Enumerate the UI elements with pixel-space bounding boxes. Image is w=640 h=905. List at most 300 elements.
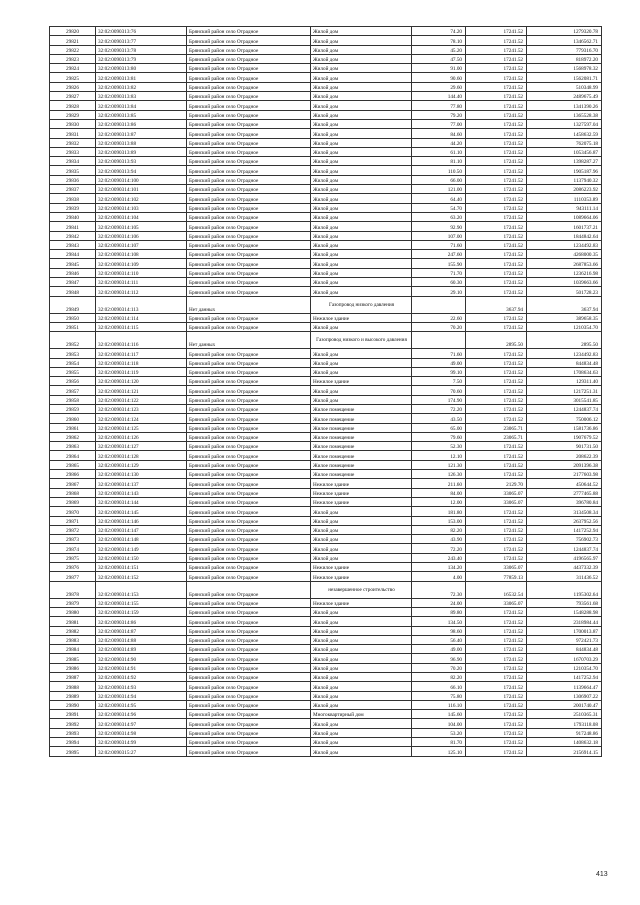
table-row (50, 691, 602, 700)
cadastral-number-cell: 32:02:0090314:100 (96, 175, 187, 184)
rate-cell: 17241.52 (466, 54, 527, 63)
cadastral-number-cell: 32:02:0090314:120 (96, 377, 187, 386)
row-number-cell: 29826 (50, 82, 96, 91)
address-cell: Брянский район село Отрадное (187, 175, 311, 184)
address-cell: Брянский район село Отрадное (187, 92, 311, 101)
rate-cell: 17241.52 (466, 203, 527, 212)
object-type-cell: Жилой дом (311, 64, 412, 73)
value-cell: 943111.14 (527, 203, 602, 212)
address-cell: Брянский район село Отрадное (187, 250, 311, 259)
value-cell: 1417252.94 (527, 673, 602, 682)
table-row (50, 377, 602, 386)
row-number-cell: 29848 (50, 287, 96, 296)
address-cell: Брянский район село Отрадное (187, 194, 311, 203)
address-cell: Брянский район село Отрадное (187, 581, 311, 598)
rate-cell: 17241.52 (466, 36, 527, 45)
value-cell: 4437332.39 (527, 563, 602, 572)
area-cell: 45.20 (412, 45, 466, 54)
table-row (50, 157, 602, 166)
address-cell: Брянский район село Отрадное (187, 386, 311, 395)
object-type-cell: Жилой дом (311, 222, 412, 231)
object-type-cell: Жилой дом (311, 544, 412, 553)
address-cell: Брянский район село Отрадное (187, 147, 311, 156)
object-type-cell: Жилой дом (311, 54, 412, 63)
object-type-cell: Жилой дом (311, 45, 412, 54)
rate-cell: 17241.52 (466, 535, 527, 544)
object-type-cell: Жилой дом (311, 194, 412, 203)
table-row (50, 617, 602, 626)
value-cell: 450644.52 (527, 479, 602, 488)
area-cell: 96.90 (412, 654, 466, 663)
table-row (50, 710, 602, 719)
table-row (50, 451, 602, 460)
value-cell: 818972.20 (527, 54, 602, 63)
address-cell: Брянский район село Отрадное (187, 497, 311, 506)
value-cell: 1700013.87 (527, 626, 602, 635)
cadastral-number-cell: 32:02:0090313:89 (96, 147, 187, 156)
cadastral-number-cell: 32:02:0090313:77 (96, 36, 187, 45)
cadastral-number-cell: 32:02:0090314:150 (96, 553, 187, 562)
value-cell: 2510365.31 (527, 710, 602, 719)
address-cell: Брянский район село Отрадное (187, 460, 311, 469)
table-row (50, 287, 602, 296)
value-cell: 1458632.59 (527, 129, 602, 138)
address-cell: Брянский район село Отрадное (187, 535, 311, 544)
value-cell: 1195302.64 (527, 581, 602, 598)
rate-cell: 17241.52 (466, 626, 527, 635)
row-number-cell: 29867 (50, 479, 96, 488)
value-cell: 972421.73 (527, 635, 602, 644)
area-cell: 98.60 (412, 626, 466, 635)
area-cell: 12.10 (412, 451, 466, 460)
row-number-cell: 29842 (50, 231, 96, 240)
area-cell (412, 296, 466, 313)
address-cell: Брянский район село Отрадное (187, 432, 311, 441)
row-number-cell: 29825 (50, 73, 96, 82)
cadastral-number-cell: 32:02:0090314:113 (96, 296, 187, 313)
address-cell: Брянский район село Отрадное (187, 607, 311, 616)
row-number-cell: 29881 (50, 617, 96, 626)
row-number-cell: 29832 (50, 138, 96, 147)
address-cell: Брянский район село Отрадное (187, 64, 311, 73)
address-cell: Брянский район село Отрадное (187, 516, 311, 525)
table-row (50, 92, 602, 101)
object-type-cell: Жилой дом (311, 507, 412, 516)
rate-cell: 17241.52 (466, 129, 527, 138)
row-number-cell: 29885 (50, 654, 96, 663)
table-row (50, 64, 602, 73)
value-cell: 510348.99 (527, 82, 602, 91)
value-cell: 1670703.29 (527, 654, 602, 663)
object-type-cell: Жилой дом (311, 268, 412, 277)
cadastral-number-cell: 32:02:0090314:137 (96, 479, 187, 488)
address-cell: Брянский район село Отрадное (187, 728, 311, 737)
rate-cell: 17241.52 (466, 349, 527, 358)
rate-cell: 23065.71 (466, 432, 527, 441)
rate-cell: 17241.52 (466, 747, 527, 756)
cadastral-number-cell: 32:02:0090314:143 (96, 488, 187, 497)
row-number-cell: 29823 (50, 54, 96, 63)
address-cell: Брянский район село Отрадное (187, 240, 311, 249)
value-cell: 1039663.66 (527, 278, 602, 287)
object-type-cell: Жилой дом (311, 719, 412, 728)
rate-cell: 17241.52 (466, 313, 527, 322)
object-type-cell: Жилой дом (311, 349, 412, 358)
area-cell: 49.00 (412, 358, 466, 367)
area-cell: 43.50 (412, 414, 466, 423)
value-cell: 1346562.71 (527, 36, 602, 45)
area-cell: 121.30 (412, 460, 466, 469)
value-cell: 793561.68 (527, 598, 602, 607)
table-row (50, 203, 602, 212)
row-number-cell: 29895 (50, 747, 96, 756)
area-cell: 77.80 (412, 101, 466, 110)
rate-cell: 17241.52 (466, 470, 527, 479)
address-cell: Брянский район село Отрадное (187, 598, 311, 607)
address-cell: Брянский район село Отрадное (187, 691, 311, 700)
value-cell: 901731.50 (527, 442, 602, 451)
row-number-cell: 29889 (50, 691, 96, 700)
table-row (50, 110, 602, 119)
address-cell: Брянский район село Отрадное (187, 322, 311, 331)
row-number-cell: 29840 (50, 212, 96, 221)
rate-cell: 17241.52 (466, 240, 527, 249)
table-row (50, 175, 602, 184)
cadastral-number-cell: 32:02:0090313:83 (96, 92, 187, 101)
cadastral-number-cell: 32:02:0090314:96 (96, 710, 187, 719)
address-cell: Брянский район село Отрадное (187, 82, 311, 91)
cadastral-number-cell: 32:02:0090313:94 (96, 166, 187, 175)
object-type-cell: Многоквартирный дом (311, 710, 412, 719)
address-cell: Брянский район село Отрадное (187, 544, 311, 553)
value-cell: 756902.73 (527, 535, 602, 544)
table-row (50, 507, 602, 516)
cadastral-number-cell: 32:02:0090314:118 (96, 358, 187, 367)
cadastral-number-cell: 32:02:0090314:129 (96, 460, 187, 469)
area-cell: 84.60 (412, 129, 466, 138)
row-number-cell: 29856 (50, 377, 96, 386)
area-cell: 70.20 (412, 663, 466, 672)
rate-cell: 17241.52 (466, 45, 527, 54)
object-type-cell: Жилое помещение (311, 460, 412, 469)
address-cell: Нет данных (187, 332, 311, 349)
address-cell: Брянский район село Отрадное (187, 451, 311, 460)
address-cell: Брянский район село Отрадное (187, 507, 311, 516)
table-row (50, 212, 602, 221)
address-cell: Брянский район село Отрадное (187, 73, 311, 82)
cadastral-number-cell: 32:02:0090314:88 (96, 635, 187, 644)
object-type-cell: Жилой дом (311, 395, 412, 404)
area-cell: 125.10 (412, 747, 466, 756)
value-cell: 396780.84 (527, 497, 602, 506)
table-row (50, 386, 602, 395)
table-row (50, 635, 602, 644)
area-cell: 84.00 (412, 488, 466, 497)
object-type-cell: Жилой дом (311, 175, 412, 184)
rate-cell: 17241.52 (466, 268, 527, 277)
rate-cell: 17241.52 (466, 138, 527, 147)
value-cell: 917248.86 (527, 728, 602, 737)
cadastral-number-cell: 32:02:0090314:155 (96, 598, 187, 607)
row-number-cell: 29833 (50, 147, 96, 156)
rate-cell: 17241.52 (466, 358, 527, 367)
cadastral-number-cell: 32:02:0090313:85 (96, 110, 187, 119)
value-cell: 3015541.85 (527, 395, 602, 404)
object-type-cell: Жилой дом (311, 147, 412, 156)
area-cell: 145.60 (412, 710, 466, 719)
address-cell: Брянский район село Отрадное (187, 617, 311, 626)
value-cell: 2637952.56 (527, 516, 602, 525)
cadastral-number-cell: 32:02:0090315:27 (96, 747, 187, 756)
rate-cell: 17241.52 (466, 451, 527, 460)
row-number-cell: 29892 (50, 719, 96, 728)
cadastral-number-cell: 32:02:0090314:151 (96, 563, 187, 572)
table-row (50, 663, 602, 672)
area-cell: 89.80 (412, 607, 466, 616)
row-number-cell: 29884 (50, 645, 96, 654)
area-cell: 110.50 (412, 166, 466, 175)
cadastral-number-cell: 32:02:0090313:76 (96, 27, 187, 36)
object-type-cell: Нежилое здание (311, 572, 412, 581)
value-cell: 1244837.74 (527, 544, 602, 553)
cadastral-number-cell: 32:02:0090314:114 (96, 313, 187, 322)
value-cell: 2318984.44 (527, 617, 602, 626)
table-row (50, 101, 602, 110)
rate-cell: 23065.71 (466, 423, 527, 432)
address-cell: Брянский район село Отрадное (187, 673, 311, 682)
address-cell: Брянский район село Отрадное (187, 719, 311, 728)
table-row (50, 645, 602, 654)
cadastral-number-cell: 32:02:0090314:86 (96, 617, 187, 626)
object-type-cell: Жилой дом (311, 700, 412, 709)
rate-cell: 3637.94 (466, 296, 527, 313)
value-cell: 1139664.47 (527, 682, 602, 691)
address-cell: Брянский район село Отрадное (187, 423, 311, 432)
address-cell: Брянский район село Отрадное (187, 358, 311, 367)
area-cell: 24.00 (412, 598, 466, 607)
value-cell: 2091396.38 (527, 460, 602, 469)
row-number-cell: 29863 (50, 442, 96, 451)
object-type-cell: Жилой дом (311, 119, 412, 128)
row-number-cell: 29893 (50, 728, 96, 737)
rate-cell: 17241.52 (466, 673, 527, 682)
cadastral-number-cell: 32:02:0090314:146 (96, 516, 187, 525)
object-type-cell: Нежилое здание (311, 497, 412, 506)
value-cell: 1568978.32 (527, 64, 602, 73)
value-cell: 501728.23 (527, 287, 602, 296)
table-row (50, 553, 602, 562)
value-cell: 2777465.88 (527, 488, 602, 497)
object-type-cell: Жилой дом (311, 626, 412, 635)
area-cell: 107.00 (412, 231, 466, 240)
area-cell: 4.00 (412, 572, 466, 581)
area-cell: 63.20 (412, 212, 466, 221)
object-type-cell: Жилой дом (311, 535, 412, 544)
area-cell: 29.60 (412, 82, 466, 91)
object-type-cell: Жилое помещение (311, 442, 412, 451)
address-cell: Брянский район село Отрадное (187, 738, 311, 747)
table-row (50, 572, 602, 581)
area-cell: 66.10 (412, 682, 466, 691)
table-row (50, 296, 602, 313)
cadastral-number-cell: 32:02:0090314:98 (96, 728, 187, 737)
table-row (50, 442, 602, 451)
area-cell: 144.40 (412, 92, 466, 101)
cadastral-number-cell: 32:02:0090314:94 (96, 691, 187, 700)
rate-cell: 17241.52 (466, 110, 527, 119)
table-row (50, 673, 602, 682)
object-type-cell: Жилой дом (311, 322, 412, 331)
rate-cell: 17241.52 (466, 635, 527, 644)
object-type-cell: Жилой дом (311, 240, 412, 249)
table-row (50, 747, 602, 756)
row-number-cell: 29853 (50, 349, 96, 358)
object-type-cell: Нежилое здание (311, 377, 412, 386)
object-type-cell: Жилой дом (311, 138, 412, 147)
cadastral-number-cell: 32:02:0090314:107 (96, 240, 187, 249)
table-row (50, 404, 602, 413)
value-cell: 1905187.96 (527, 166, 602, 175)
area-cell: 47.50 (412, 54, 466, 63)
value-cell: 1217251.31 (527, 386, 602, 395)
object-type-cell: Жилой дом (311, 358, 412, 367)
cadastral-number-cell: 32:02:0090313:87 (96, 129, 187, 138)
area-cell: 99.10 (412, 367, 466, 376)
area-cell: 52.30 (412, 442, 466, 451)
row-number-cell: 29860 (50, 414, 96, 423)
row-number-cell: 29876 (50, 563, 96, 572)
rate-cell: 17241.52 (466, 92, 527, 101)
rate-cell: 17241.52 (466, 663, 527, 672)
object-type-cell: Жилой дом (311, 73, 412, 82)
area-cell: 71.70 (412, 268, 466, 277)
table-row (50, 259, 602, 268)
object-type-cell: Жилой дом (311, 82, 412, 91)
table-row (50, 654, 602, 663)
rate-cell: 17241.52 (466, 414, 527, 423)
row-number-cell: 29835 (50, 166, 96, 175)
table-row (50, 432, 602, 441)
address-cell: Брянский район село Отрадное (187, 626, 311, 635)
row-number-cell: 29871 (50, 516, 96, 525)
rate-cell: 17241.52 (466, 222, 527, 231)
value-cell: 1417252.94 (527, 525, 602, 534)
area-cell: 71.60 (412, 349, 466, 358)
row-number-cell: 29890 (50, 700, 96, 709)
value-cell: 389658.35 (527, 313, 602, 322)
cadastral-number-cell: 32:02:0090314:159 (96, 607, 187, 616)
area-cell: 155.90 (412, 259, 466, 268)
area-cell (412, 332, 466, 349)
row-number-cell: 29838 (50, 194, 96, 203)
cadastral-number-cell: 32:02:0090314:130 (96, 470, 187, 479)
area-cell: 65.00 (412, 423, 466, 432)
area-cell: 121.00 (412, 185, 466, 194)
area-cell: 90.60 (412, 73, 466, 82)
area-cell: 74.20 (412, 27, 466, 36)
row-number-cell: 29877 (50, 572, 96, 581)
area-cell: 243.40 (412, 553, 466, 562)
table-row (50, 278, 602, 287)
cadastral-number-cell: 32:02:0090314:91 (96, 663, 187, 672)
table-row (50, 332, 602, 349)
table-row (50, 231, 602, 240)
value-cell: 1548288.98 (527, 607, 602, 616)
address-cell: Нет данных (187, 296, 311, 313)
object-type-cell: Жилой дом (311, 27, 412, 36)
address-cell: Брянский район село Отрадное (187, 367, 311, 376)
value-cell: 779316.70 (527, 45, 602, 54)
value-cell: 1110353.89 (527, 194, 602, 203)
table-row (50, 544, 602, 553)
area-cell: 72.20 (412, 544, 466, 553)
row-number-cell: 29834 (50, 157, 96, 166)
address-cell: Брянский район село Отрадное (187, 525, 311, 534)
cadastral-number-cell: 32:02:0090314:116 (96, 332, 187, 349)
cadastral-number-cell: 32:02:0090314:145 (96, 507, 187, 516)
value-cell: 844834.48 (527, 645, 602, 654)
value-cell: 1907679.52 (527, 432, 602, 441)
value-cell: 1708634.63 (527, 367, 602, 376)
rate-cell: 17241.52 (466, 185, 527, 194)
rate-cell: 17241.52 (466, 507, 527, 516)
table-row (50, 563, 602, 572)
area-cell: 7.50 (412, 377, 466, 386)
area-cell: 174.90 (412, 395, 466, 404)
rate-cell: 17241.52 (466, 322, 527, 331)
value-cell: 4268000.35 (527, 250, 602, 259)
cadastral-number-cell: 32:02:0090314:90 (96, 654, 187, 663)
cadastral-number-cell: 32:02:0090314:92 (96, 673, 187, 682)
row-number-cell: 29841 (50, 222, 96, 231)
rate-cell: 17241.52 (466, 166, 527, 175)
cadastral-number-cell: 32:02:0090314:128 (96, 451, 187, 460)
cadastral-number-cell: 32:02:0090314:110 (96, 268, 187, 277)
area-cell: 29.10 (412, 287, 466, 296)
cadastral-number-cell: 32:02:0090314:147 (96, 525, 187, 534)
value-cell: 1210354.70 (527, 322, 602, 331)
object-type-cell: Жилой дом (311, 212, 412, 221)
object-type-cell: Жилой дом (311, 747, 412, 756)
object-type-cell: Нежилое здание (311, 563, 412, 572)
area-cell: 49.00 (412, 645, 466, 654)
value-cell: 1279320.78 (527, 27, 602, 36)
value-cell: 2489675.49 (527, 92, 602, 101)
table-row (50, 738, 602, 747)
rate-cell: 17241.52 (466, 728, 527, 737)
cadastral-number-cell: 32:02:0090313:93 (96, 157, 187, 166)
cadastral-number-cell: 32:02:0090314:104 (96, 212, 187, 221)
address-cell: Брянский район село Отрадное (187, 747, 311, 756)
cadastral-number-cell: 32:02:0090314:106 (96, 231, 187, 240)
object-type-cell: незавершенное строительство (311, 581, 412, 598)
area-cell: 153.00 (412, 516, 466, 525)
object-type-cell: Жилой дом (311, 287, 412, 296)
value-cell: 1244837.74 (527, 404, 602, 413)
table-row (50, 719, 602, 728)
address-cell: Брянский район село Отрадное (187, 572, 311, 581)
rate-cell: 2895.50 (466, 332, 527, 349)
object-type-cell: Жилой дом (311, 663, 412, 672)
table-row (50, 73, 602, 82)
cadastral-number-cell: 32:02:0090313:79 (96, 54, 187, 63)
value-cell: 844834.48 (527, 358, 602, 367)
address-cell: Брянский район село Отрадное (187, 313, 311, 322)
address-cell: Брянский район село Отрадное (187, 710, 311, 719)
rate-cell: 77859.13 (466, 572, 527, 581)
rate-cell: 17241.52 (466, 377, 527, 386)
rate-cell: 17241.52 (466, 212, 527, 221)
